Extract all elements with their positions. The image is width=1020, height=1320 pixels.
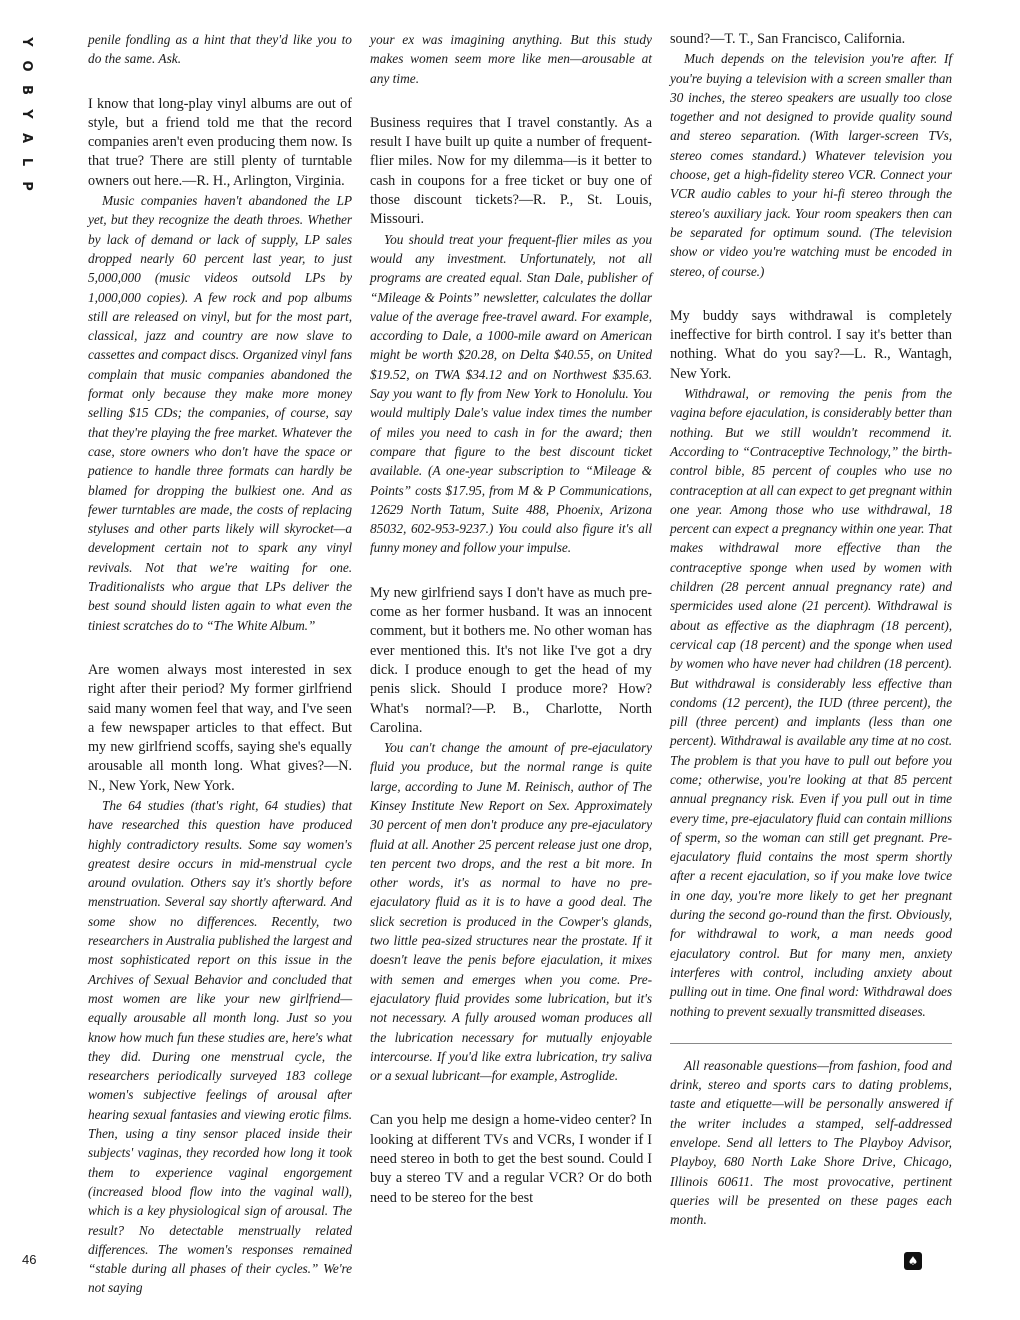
answer-vinyl: Music companies haven't abandoned the LP yet, but they recognize the death throes. Whether by lack of demand or lack of supply, LP sales dropped nearly 60 percent last year, to just 5,000,000 (music videos outsold LPs by 1,000,000 copies). A few rock and pop albums still are released on vinyl, but for the most part, classical, jazz and country are now slave to cassettes and compact discs. Organized vinyl fans complain that music companies abandoned the format only because they make more money selling $15 CDs; the companies, of course, say that they're playing the free market. Whatever the case, store owners who don't have the space or patience to handle three formats can hardly be blamed for dropping the bulkiest one. And as fewer turntables are made, the costs of replacing styluses and other parts likely will skyrocket—a development certain not to spark any vinyl revivals. Not that we're waiting for one. Traditionalists who argue that LPs deliver the best sound should listen again to what even the tiniest scratches do to “The White Album.” [88,193,352,633]
question-home-video: Can you help me design a home-video center? In looking at different TVs and VCRs, I wonder if I need stereo in both to get the best sound. Could I buy a stereo TV and a regular VCR? Or do both need to be stereo for the best [370,1112,652,1206]
continued-answer: penile fondling as a hint that they'd like you to do the same. Ask. [88,32,352,67]
answer-home-video: Much depends on the television you're after. If you're buying a television with a screen smaller than 30 inches, the stereo speakers are usually too close together and not designed to provide quality sound and stereo separation. (With larger-screen TVs, stereo comes standard.) Whatever television you choose, get a high-fidelity stereo VCR. Connect your VCR audio cables to your hi-fi stereo through the stereo's auxiliary jack. Your room speakers then can be separated for optimum sound. (The television show or video you're watching must be encoded in stereo, of course.) [670,51,952,279]
continued-answer: your ex was imagining anything. But this study makes women seem more like men—arousable at any time. [370,32,652,86]
name-letter: P [19,181,34,191]
column-2 [370,30,652,1208]
name-letter: A [19,132,34,144]
magazine-name-vertical [12,30,40,198]
continued-question: sound?—T. T., San Francisco, California. [670,31,906,47]
question-withdrawal: My buddy says withdrawal is completely ineffective for birth control. I say it's better than nothing. What do you say?—L. R., Wantagh, New York. [670,307,952,382]
question-frequent-flier: Business requires that I travel constantly. As a result I have built up quite a number of frequent-flier miles. Now for my dilemma—is it better to cash in coupons for a free ticket or buy one of those discount tickets?—R. P., St. Louis, Missouri. [370,114,652,228]
name-letter: O [19,60,34,72]
question-pre-come: My new girlfriend says I don't have as much pre-come as her former husband. It was an innocent comment, but it bothers me. No other woman has ever mentioned this. It's not like I've got a dry dick. I produce enough to get the head of my penis slick. Should I produce more? How? What's normal?—P. B., Charlotte, North Carolina. [370,584,652,736]
name-letter: Y [19,109,34,119]
name-letter: B [19,85,34,95]
question-vinyl: I know that long-play vinyl albums are out of style, but a friend told me that the record companies aren't even producing them now. Is that true? There are still plenty of turntable owners out here.—R. H., Arlington, Virginia. [88,95,352,189]
name-letter: L [19,157,34,167]
advisor-footer-note: All reasonable questions—from fashion, food and drink, stereo and sports cars to dating problems, taste and etiquette—will be personally answered if the writer includes a stamped, self-addressed envelope. Send all letters to The Playboy Advisor, Playboy, 680 North Lake Shore Drive, Chicago, Illinois 60611. The most provocative, pertinent queries will be presented on these pages each month. [670,1043,952,1230]
page-number: 46 [22,1252,37,1267]
rabbit-logo-icon: ♠ [904,1252,922,1270]
question-period: Are women always most interested in sex right after their period? My former girlfriend said many women feel that way, and I've seen a few newspaper articles to that effect. But my new girlfriend scoffs, saying she's equally arousable all month long. What gives?—N. N., New York, New York. [88,661,352,794]
answer-period: The 64 studies (that's right, 64 studies) that have researched this question have produced highly contradictory results. Some say women's greatest desire occurs in mid-menstrual cycle around ovulation. Others say it's shortly before menstruation. Several say shortly afterward. And some show no differences. Recently, two researchers in Australia published the largest and most sophisticated report on this issue in the Archives of Sexual Behavior and concluded that most women are like your new girlfriend—equally arousable all month long. Just so you know how much fun these studies are, here's what they did. During one menstrual cycle, the researchers periodically surveyed 183 college women's subjective feelings of arousal after hearing sexual fantasies and viewing erotic films. Then, using a tiny sensor placed inside their subjects' vaginas, they recorded how long it took them to experience vaginal engorgement (increased blood flow into the vaginal wall), which is a key physiological sign of arousal. The result? No detectable menstrually related differences. The women's responses remained “stable during all phases of their cycles.” We're not saying [88,797,352,1296]
answer-frequent-flier: You should treat your frequent-flier miles as you would any investment. Unfortunately, not all programs are created equal. Stan Dale, publisher of “Mileage & Points” newsletter, calculates the dollar value of the average free-travel award. For example, according to Dale, a 1000-mile award on American might be worth $20.28, on Delta $40.55, on United $19.52, on TWA $34.12 and on Northwest $35.63. Say you want to fly from New York to Honolulu. You would multiply Dale's value index times the number of miles you need to cash in for the award; then compare that figure to the best discount ticket available. (A one-year subscription to “Mileage & Points” costs $17.95, from M & P Communications, 12629 North Tatum, Suite 488, Phoenix, Arizona 85032, 602-953-9237.) You could also figure it's all funny money and follow your impulse. [370,231,652,556]
column-3 [670,30,952,1230]
answer-withdrawal: Withdrawal, or removing the penis from the vagina before ejaculation, is considerably better than nothing. But we still wouldn't recommend it. According to “Contraceptive Technology,” the birth-control bible, 85 percent of couples who use no contraception at all can expect to get pregnant within one year. Among those who use withdrawal, 18 percent can expect a pregnancy within one year. That makes withdrawal more effective than the contraceptive sponge when used by women with children (28 percent annual pregnancy rate) and spermicides used alone (21 percent). Withdrawal is about as effective as the diaphragm (18 percent), cervical cap (18 percent) and the sponge when used by women who have never had children (18 percent). But withdrawal is considerably less effective than condoms (12 percent), the IUD (three percent), the pill (three percent) and implants (less than one percent). Withdrawal is available any time at no cost. The problem is that you have to pull out before you come; otherwise, you're looking at that 85 percent annual pregnancy risk. Even if you pull out in time every time, pre-ejaculatory fluid can contain millions of sperm, so the woman can still get pregnant. Pre-ejaculatory fluid contains the most sperm shortly after a recent ejaculation, so if you make love twice in one day, you're more likely to get her pregnant during the second go-round than the first. Obviously, for withdrawal to work, a man needs good ejaculatory control. But for many men, anxiety interferes with control, including anxiety about pulling out in time. One final word: Withdrawal does nothing to prevent sexually transmitted diseases. [670,386,952,1019]
name-letter: Y [19,37,34,47]
answer-pre-come: You can't change the amount of pre-ejaculatory fluid you produce, but the normal range is quite large, according to June M. Reinisch, author of The Kinsey Institute New Report on Sex. Approximately 30 percent of men don't produce any pre-ejaculatory fluid at all. Another 25 percent release just one drop, ten percent two drops, and the rest a bit more. In other words, it's as normal to have no pre-ejaculatory fluid as it is to have a good deal. The slick secretion is produced in the Cowper's glands, two little pea-sized structures near the prostate. If it doesn't leave the penis before ejaculation, it mixes with semen and emerges when you come. Pre-ejaculatory fluid provides some lubrication, but it's not necessary. A fully aroused woman produces all the lubrication necessary for mutually enjoyable intercourse. If you'd like extra lubrication, try saliva or a sexual lubricant—for example, Astroglide. [370,740,652,1084]
column-1 [88,30,352,1298]
